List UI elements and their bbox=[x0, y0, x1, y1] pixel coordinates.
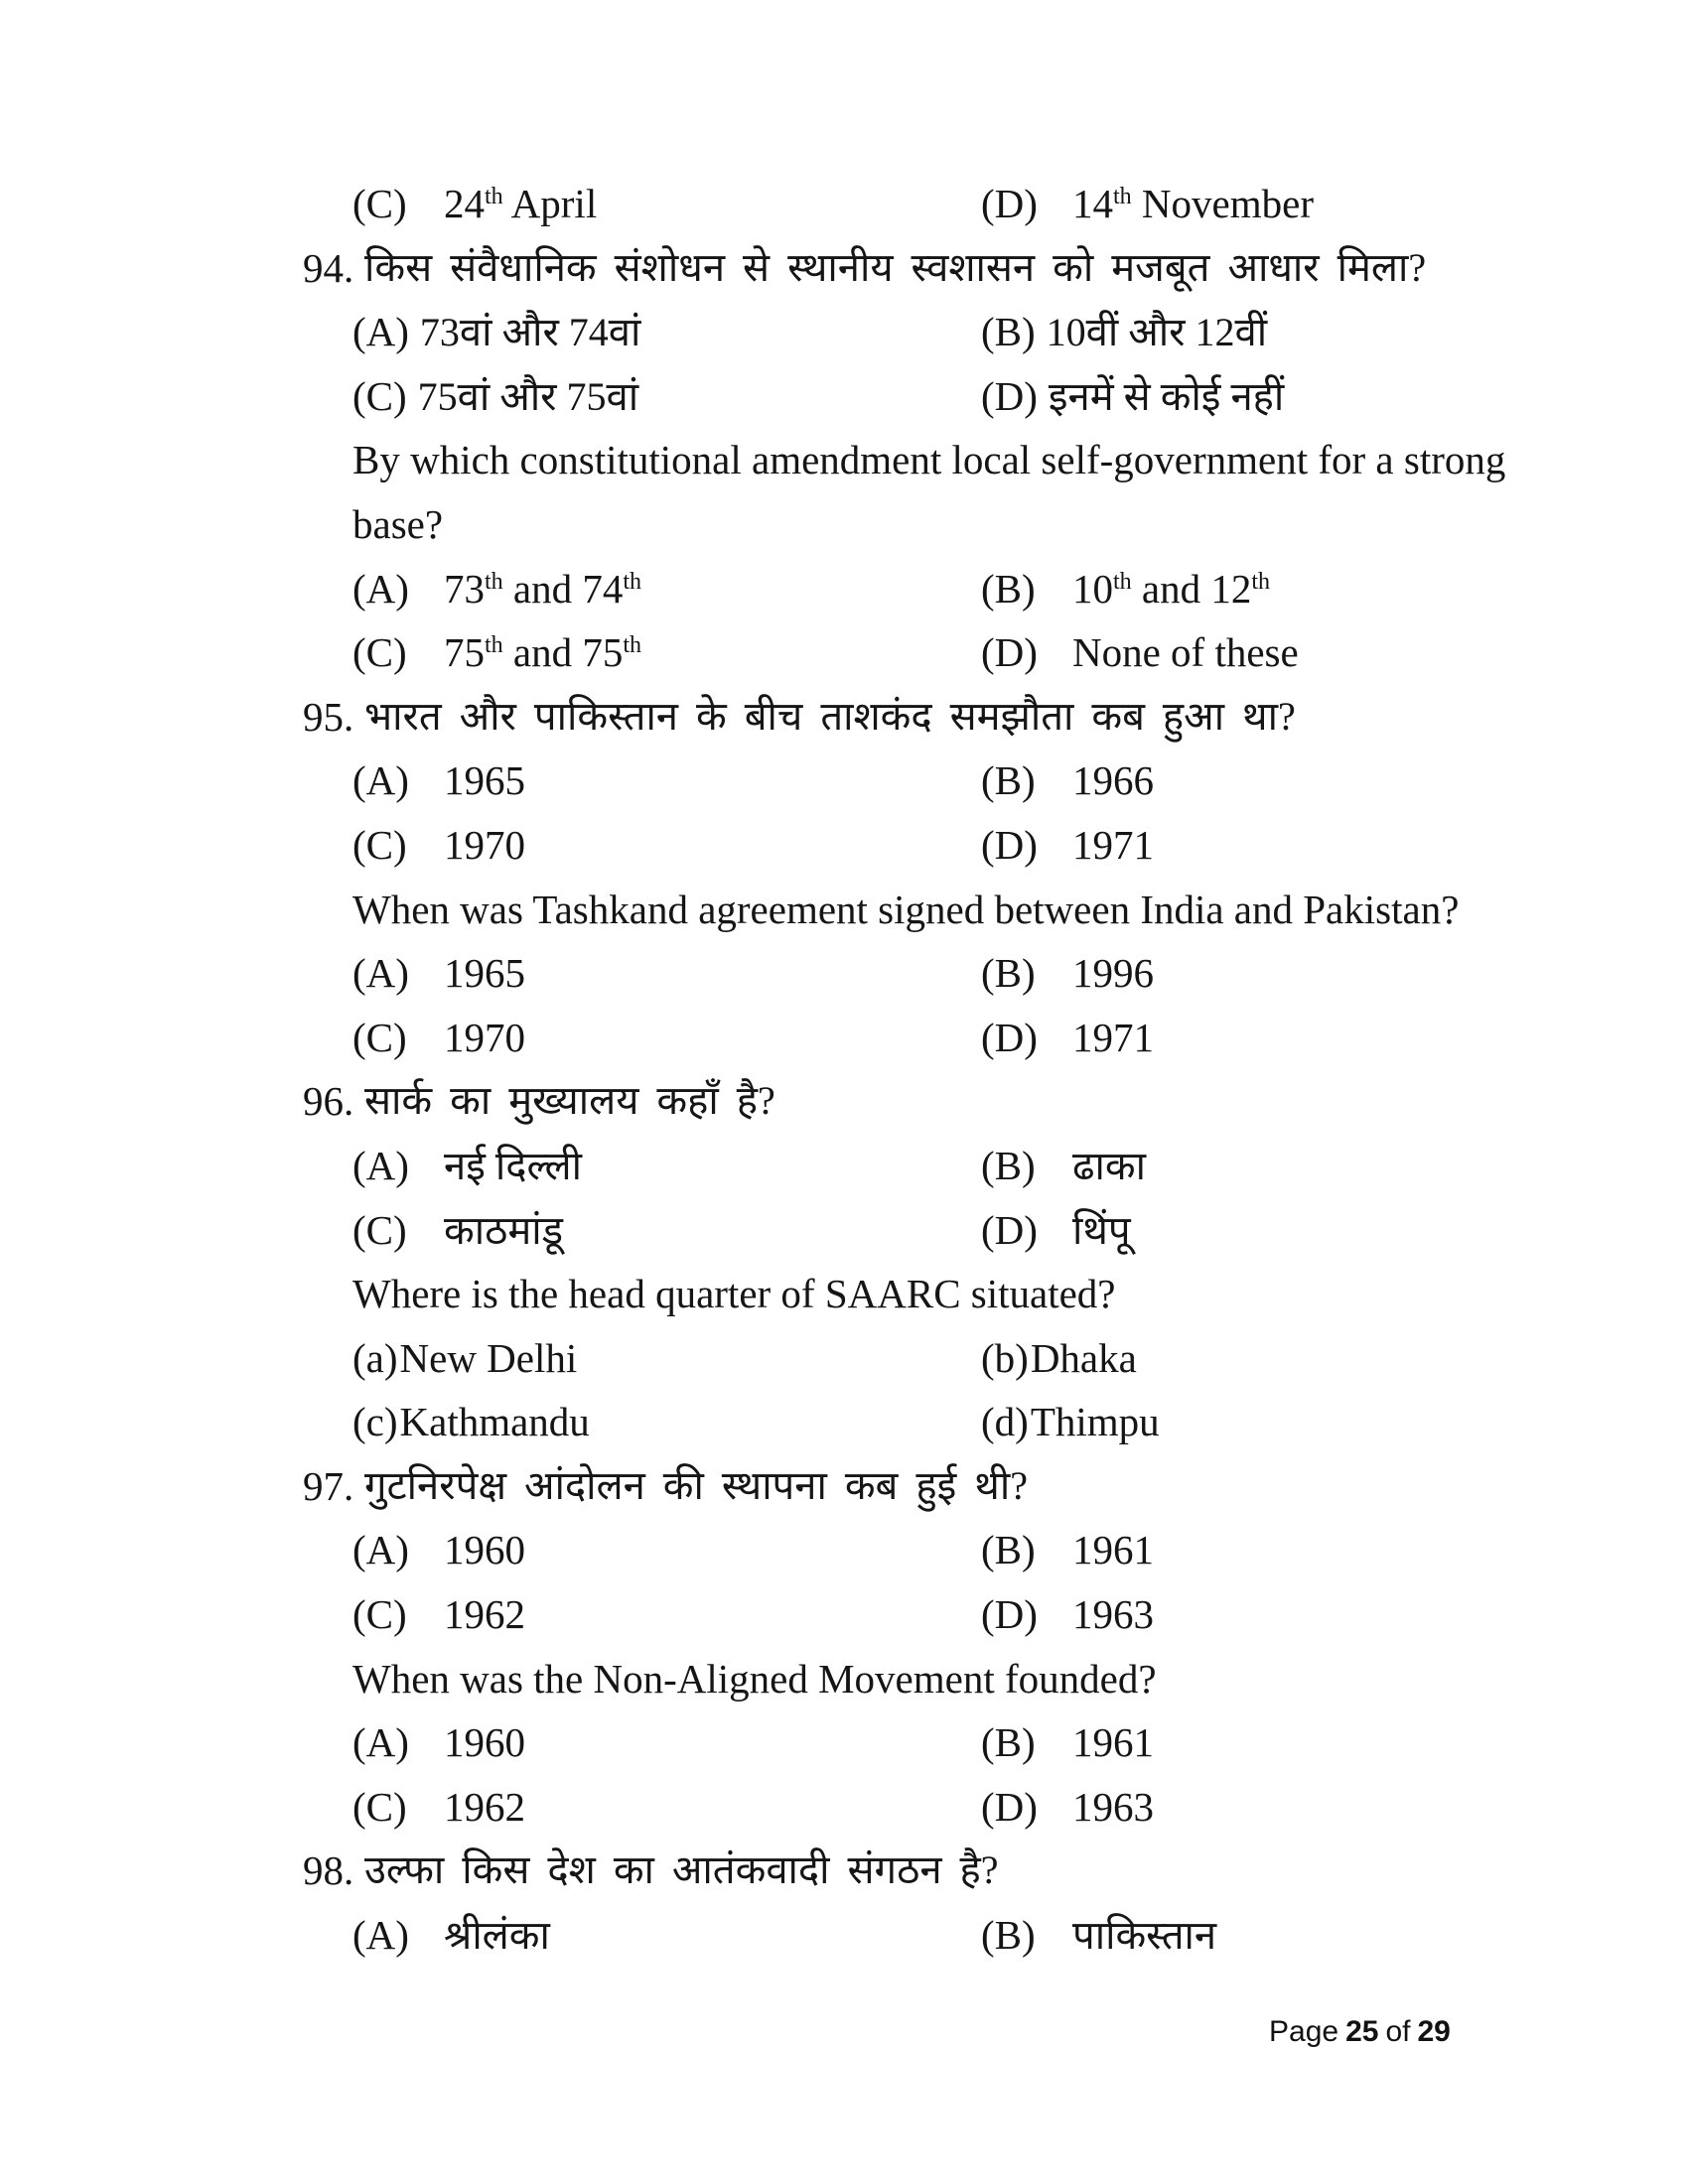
option-a bbox=[352, 941, 525, 1016]
option-row bbox=[0, 557, 1688, 621]
option-label: (D) bbox=[981, 821, 1038, 868]
option-text: 1966 bbox=[1072, 757, 1154, 804]
option-label: (A) bbox=[352, 1719, 409, 1766]
option-b bbox=[981, 1710, 1154, 1785]
option-label: (d) bbox=[981, 1399, 1029, 1445]
option-label: (B) bbox=[981, 1912, 1036, 1959]
option-c bbox=[352, 813, 525, 887]
option-text: 1963 bbox=[1072, 1783, 1154, 1830]
option-text: 73th and 74th bbox=[444, 565, 642, 612]
option-label: (C) bbox=[352, 181, 407, 226]
option-d bbox=[981, 813, 1154, 887]
option-label: (A) bbox=[352, 309, 409, 355]
option-text: श्रीलंका bbox=[444, 1913, 550, 1959]
question-text-line bbox=[0, 428, 1688, 492]
option-row bbox=[0, 941, 1688, 1006]
option-a bbox=[352, 300, 640, 374]
option-a bbox=[352, 557, 641, 631]
option-row bbox=[0, 364, 1688, 429]
question-text-line bbox=[0, 1262, 1688, 1326]
option-text: 24th April bbox=[444, 181, 598, 226]
option-row bbox=[0, 1582, 1688, 1647]
option-label: (B) bbox=[981, 950, 1036, 997]
page-label: Page bbox=[1269, 2015, 1339, 2048]
option-label: (D) bbox=[981, 1014, 1038, 1060]
option-a bbox=[352, 749, 525, 823]
option-text: थिंपू bbox=[1072, 1207, 1131, 1253]
question-number: 94. bbox=[303, 244, 354, 291]
option-c bbox=[352, 1390, 590, 1464]
option-b bbox=[981, 1134, 1146, 1208]
option-b bbox=[981, 1903, 1216, 1978]
option-c bbox=[352, 1006, 525, 1080]
option-label: (C) bbox=[352, 1591, 407, 1638]
option-row bbox=[0, 1134, 1688, 1198]
option-label: (A) bbox=[352, 1527, 409, 1573]
question-text-hindi: किस संवैधानिक संशोधन से स्थानीय स्वशासन को मजबूत आधार मिला? bbox=[364, 244, 1427, 290]
option-c bbox=[352, 1198, 563, 1273]
option-b bbox=[981, 749, 1154, 823]
option-label: (D) bbox=[981, 1783, 1038, 1830]
option-c bbox=[352, 1582, 525, 1657]
option-text: Kathmandu bbox=[399, 1399, 590, 1445]
question-text-english: Where is the head quarter of SAARC situated? bbox=[352, 1271, 1116, 1317]
option-text: 1963 bbox=[1072, 1591, 1154, 1638]
option-a bbox=[352, 1518, 525, 1592]
option-label: (D) bbox=[981, 1591, 1038, 1638]
page-number: 25 bbox=[1345, 2015, 1379, 2048]
question-number: 98. bbox=[303, 1847, 354, 1894]
option-text: 1961 bbox=[1072, 1527, 1154, 1573]
option-row bbox=[0, 1903, 1688, 1968]
option-d bbox=[981, 172, 1314, 246]
question-text-english: When was the Non-Aligned Movement founded? bbox=[352, 1655, 1157, 1702]
option-row bbox=[0, 1775, 1688, 1840]
option-row bbox=[0, 1390, 1688, 1454]
option-c bbox=[352, 172, 597, 246]
option-label: (B) bbox=[981, 1142, 1036, 1188]
option-text: काठमांडू bbox=[444, 1207, 563, 1253]
option-d bbox=[981, 364, 1284, 439]
option-d bbox=[981, 620, 1299, 695]
option-a bbox=[352, 1710, 525, 1785]
option-text: 10वीं और 12वीं bbox=[1046, 310, 1268, 355]
option-d bbox=[981, 1198, 1131, 1273]
option-text: 14th November bbox=[1072, 181, 1314, 226]
option-text: पाकिस्तान bbox=[1072, 1913, 1217, 1959]
question-number: 97. bbox=[303, 1462, 354, 1509]
option-label: (D) bbox=[981, 1206, 1038, 1253]
option-label: (c) bbox=[352, 1399, 398, 1445]
option-label: (C) bbox=[352, 629, 407, 676]
option-label: (B) bbox=[981, 309, 1036, 355]
option-row bbox=[0, 813, 1688, 878]
question-text-english: When was Tashkand agreement signed between India and Pakistan? bbox=[352, 886, 1460, 932]
option-a bbox=[352, 1326, 577, 1401]
option-row bbox=[0, 172, 1688, 236]
question-text-english: base? bbox=[352, 500, 444, 547]
option-label: (D) bbox=[981, 372, 1038, 419]
option-row bbox=[0, 300, 1688, 364]
option-c bbox=[352, 620, 641, 695]
option-text: 1960 bbox=[444, 1527, 525, 1573]
option-b bbox=[981, 1518, 1154, 1592]
question-line-96 bbox=[0, 1069, 1688, 1134]
question-number: 96. bbox=[303, 1078, 354, 1125]
question-text-line bbox=[0, 1647, 1688, 1711]
question-text-english: By which constitutional amendment local self-government for a strong bbox=[352, 437, 1506, 483]
option-text: 1971 bbox=[1072, 821, 1154, 868]
option-text: New Delhi bbox=[399, 1334, 578, 1381]
question-line-94 bbox=[0, 236, 1688, 301]
option-c bbox=[352, 364, 638, 439]
option-text: 1996 bbox=[1072, 950, 1154, 997]
option-d bbox=[981, 1775, 1154, 1849]
option-label: (C) bbox=[352, 1014, 407, 1060]
option-row bbox=[0, 1006, 1688, 1070]
option-b bbox=[981, 1326, 1137, 1401]
option-text: 1961 bbox=[1072, 1719, 1154, 1766]
option-b bbox=[981, 557, 1270, 631]
option-b bbox=[981, 300, 1267, 374]
option-d bbox=[981, 1582, 1154, 1657]
option-text: नई दिल्ली bbox=[444, 1143, 582, 1188]
question-line-95 bbox=[0, 685, 1688, 750]
option-label: (A) bbox=[352, 1142, 409, 1188]
option-text: 1960 bbox=[444, 1719, 525, 1766]
option-text: 1965 bbox=[444, 950, 525, 997]
question-text-hindi: उल्फा किस देश का आतंकवादी संगठन है? bbox=[364, 1847, 999, 1893]
option-text: 1971 bbox=[1072, 1014, 1154, 1060]
option-text: 10th and 12th bbox=[1072, 565, 1271, 612]
option-label: (a) bbox=[352, 1334, 398, 1381]
question-list bbox=[0, 172, 1688, 1968]
option-text: 73वां और 74वां bbox=[419, 310, 641, 355]
option-text: 1965 bbox=[444, 757, 525, 804]
option-label: (A) bbox=[352, 950, 409, 997]
option-label: (C) bbox=[352, 1206, 407, 1253]
option-label: (A) bbox=[352, 565, 409, 612]
option-text: 75th and 75th bbox=[444, 629, 642, 676]
option-row bbox=[0, 1518, 1688, 1582]
option-label: (D) bbox=[981, 181, 1038, 226]
option-text: 1970 bbox=[444, 821, 525, 868]
option-label: (C) bbox=[352, 1783, 407, 1830]
total-pages: 29 bbox=[1417, 2015, 1451, 2048]
page-footer bbox=[1269, 2015, 1451, 2049]
option-label: (B) bbox=[981, 565, 1036, 612]
option-text: Dhaka bbox=[1030, 1334, 1137, 1381]
question-text-hindi: भारत और पाकिस्तान के बीच ताशकंद समझौता कब हुआ था? bbox=[364, 693, 1296, 739]
question-line-98 bbox=[0, 1839, 1688, 1903]
option-text: Thimpu bbox=[1030, 1399, 1160, 1445]
option-row bbox=[0, 1710, 1688, 1775]
option-d bbox=[981, 1390, 1160, 1464]
option-label: (B) bbox=[981, 1527, 1036, 1573]
option-row bbox=[0, 1326, 1688, 1391]
of-label: of bbox=[1385, 2015, 1411, 2048]
option-text: ढाका bbox=[1072, 1143, 1146, 1188]
option-text: 1970 bbox=[444, 1014, 525, 1060]
option-row bbox=[0, 749, 1688, 813]
option-d bbox=[981, 1006, 1154, 1080]
option-text: 1962 bbox=[444, 1591, 525, 1638]
option-a bbox=[352, 1903, 550, 1978]
option-text: इनमें से कोई नहीं bbox=[1048, 373, 1285, 419]
option-label: (A) bbox=[352, 757, 409, 804]
option-label: (B) bbox=[981, 757, 1036, 804]
option-label: (B) bbox=[981, 1719, 1036, 1766]
option-label: (C) bbox=[352, 821, 407, 868]
option-text: None of these bbox=[1072, 629, 1299, 676]
option-a bbox=[352, 1134, 582, 1208]
question-text-line bbox=[0, 878, 1688, 942]
option-label: (C) bbox=[352, 372, 407, 419]
question-text-hindi: गुटनिरपेक्ष आंदोलन की स्थापना कब हुई थी? bbox=[364, 1462, 1028, 1508]
option-label: (b) bbox=[981, 1334, 1029, 1381]
option-label: (D) bbox=[981, 629, 1038, 676]
question-text-hindi: सार्क का मुख्यालय कहाँ है? bbox=[364, 1078, 775, 1124]
option-c bbox=[352, 1775, 525, 1849]
question-number: 95. bbox=[303, 693, 354, 740]
option-text: 75वां और 75वां bbox=[417, 373, 639, 419]
option-row bbox=[0, 1198, 1688, 1263]
option-row bbox=[0, 620, 1688, 685]
question-line-97 bbox=[0, 1454, 1688, 1519]
option-label: (A) bbox=[352, 1912, 409, 1959]
option-b bbox=[981, 941, 1154, 1016]
option-text: 1962 bbox=[444, 1783, 525, 1830]
question-text-line bbox=[0, 492, 1688, 557]
